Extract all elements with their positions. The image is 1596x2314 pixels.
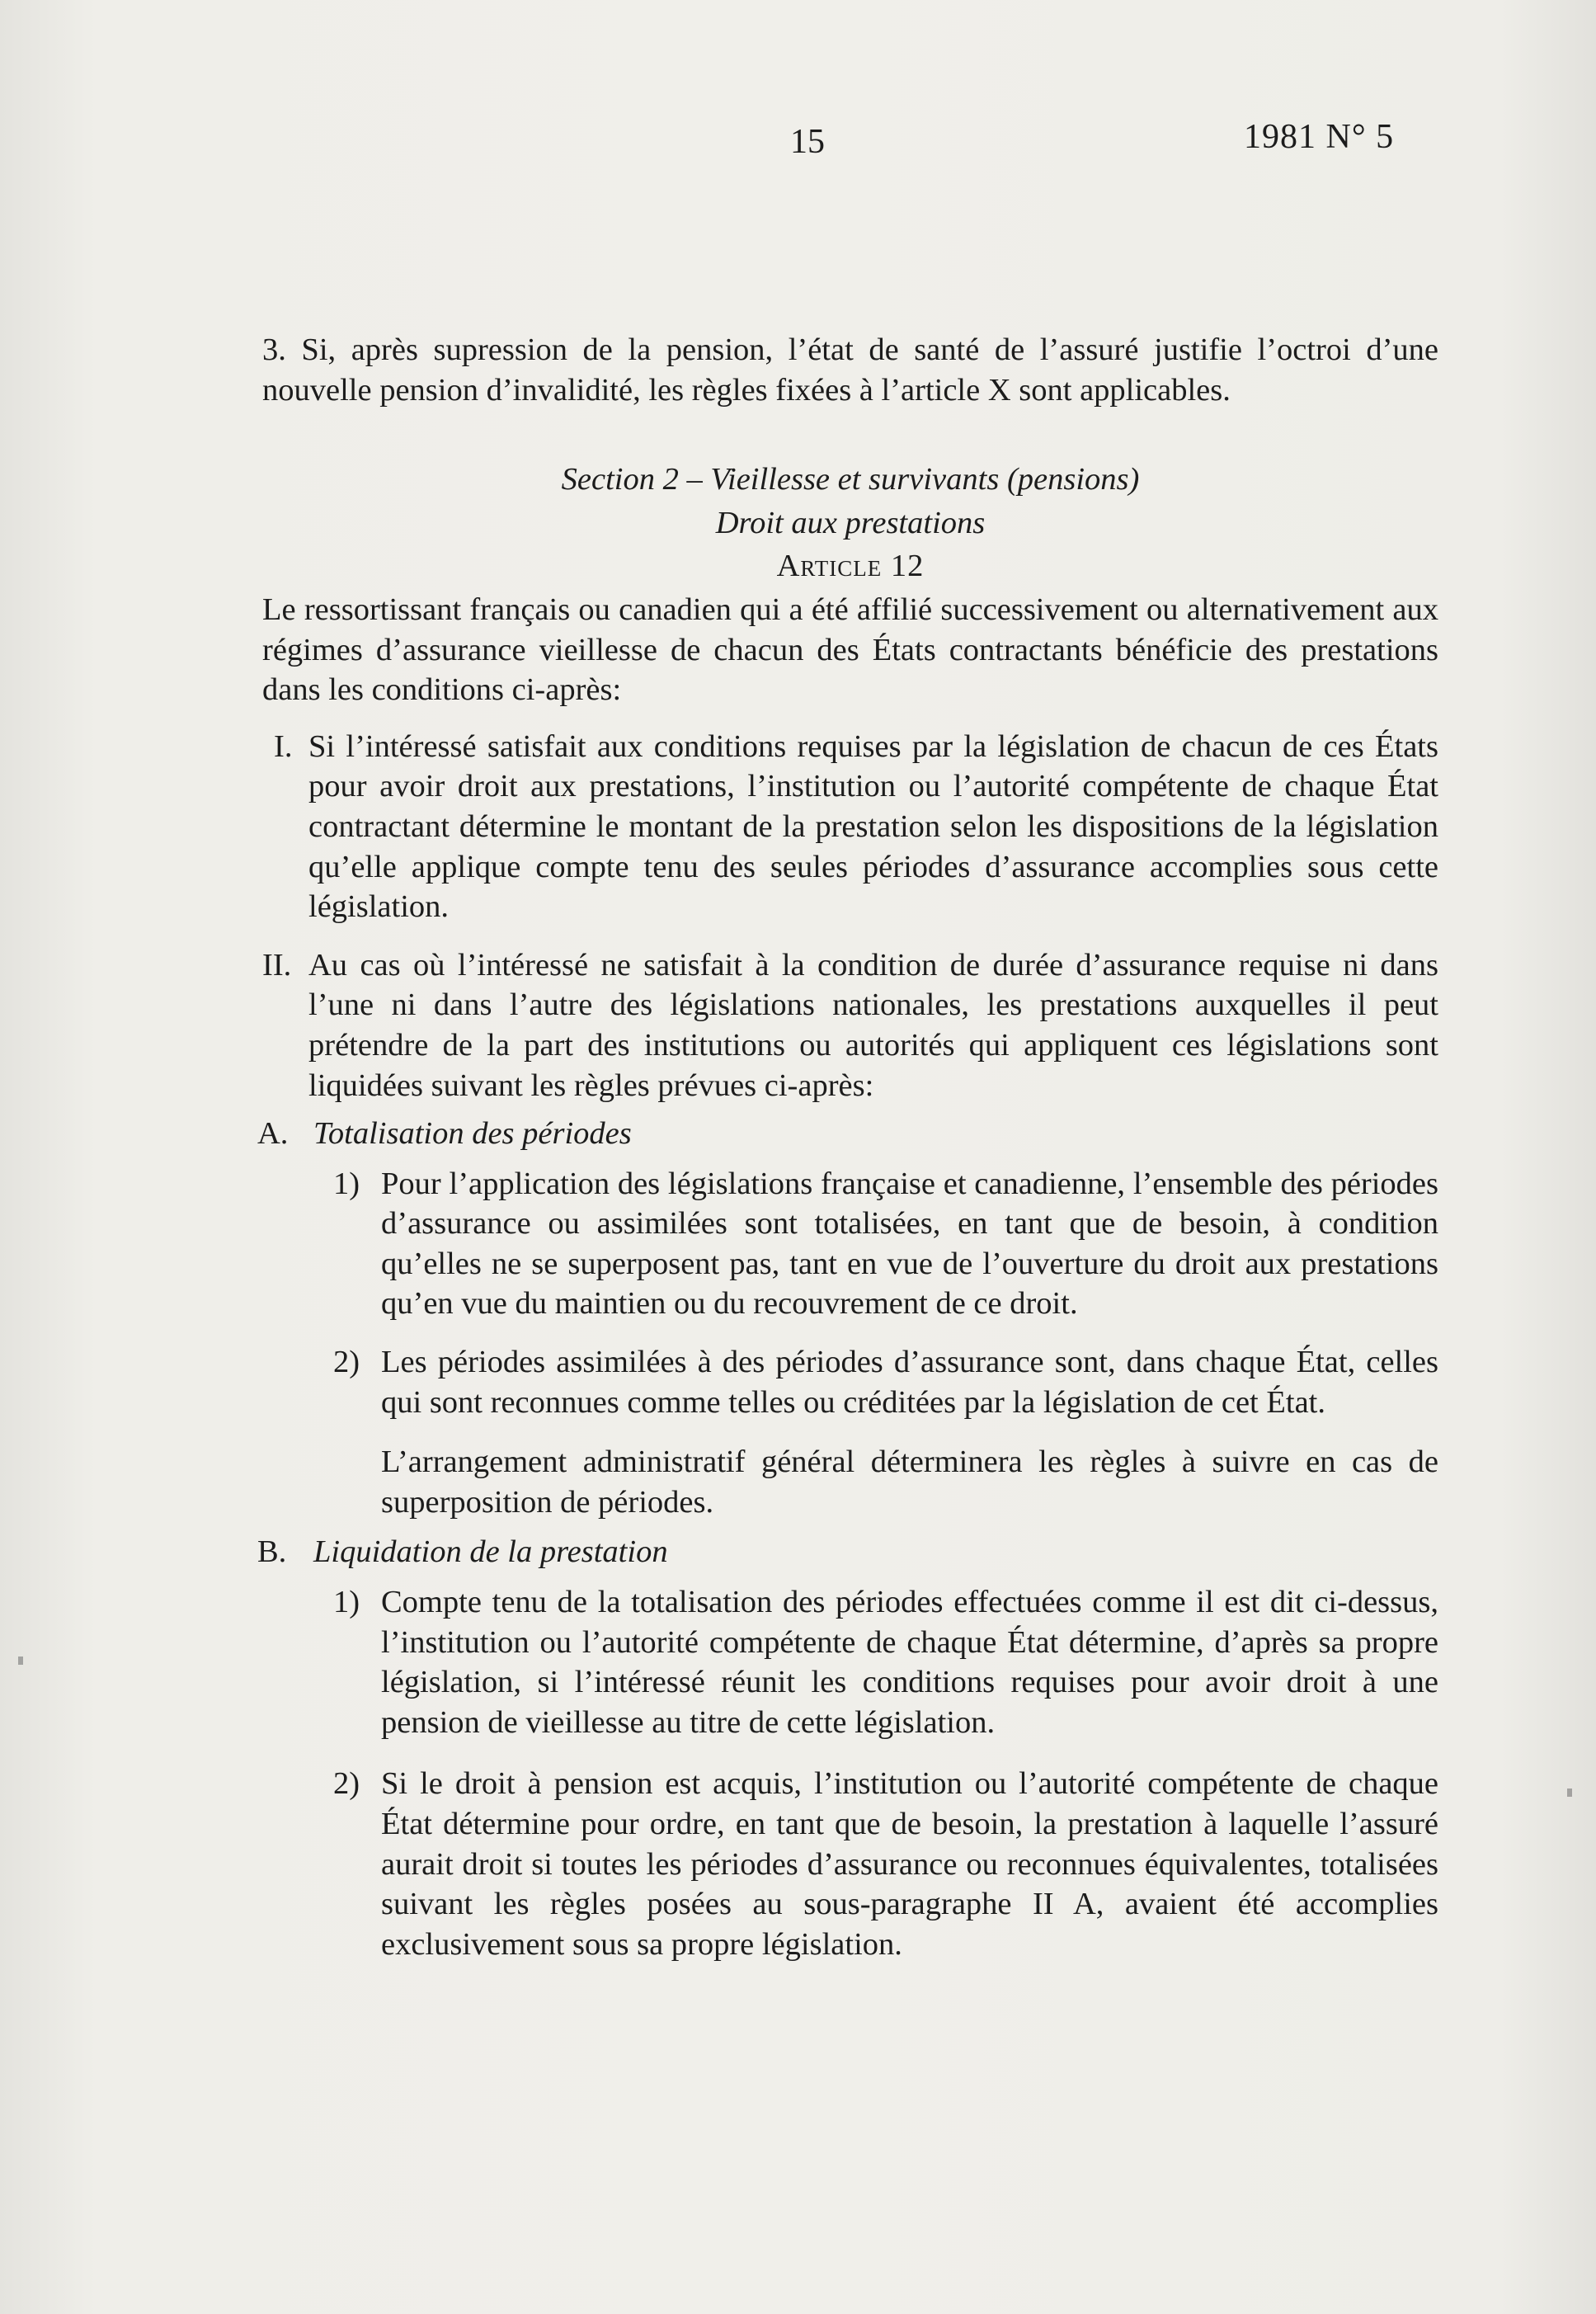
show-through-shading bbox=[214, 216, 1567, 249]
item-I bbox=[262, 727, 1438, 927]
item-text: Au cas où l’intéressé ne satisfait à la condition de durée d’assurance requise ni dans l’une ni dans l’autre des législations nationales, les prestations auxquelles il peut prétendre de la part des institutions ou autorités qui appliquent ces législations sont liquidées suivant les règles prévues ci-après: bbox=[308, 947, 1438, 1103]
item-text: Pour l’application des législations française et canadienne, l’ensemble des périodes d’assurance ou assimilées sont totalisées, en tant que de besoin, à condition qu’elles ne se superposent pas, tant en vue de l’ouverture du droit aux prestations qu’en vue du maintien ou du recouvrement de ce droit. bbox=[381, 1166, 1438, 1322]
item-label: 2) bbox=[333, 1345, 360, 1380]
page-number: 15 bbox=[790, 123, 825, 161]
item-text: Compte tenu de la totalisation des périodes effectuées comme il est dit ci-dessus, l’institution ou l’autorité compétente de chaque État détermine, d’après sa propre législation, si l’intéressé réunit les conditions requises pour avoir droit à une pension de vieillesse au titre de cette législation. bbox=[381, 1585, 1438, 1740]
section-a-heading bbox=[257, 1114, 1438, 1154]
item-label: 1) bbox=[333, 1585, 360, 1620]
section-b-item-2 bbox=[262, 1764, 1438, 1964]
section-a-label: A. bbox=[257, 1116, 289, 1152]
item-label: 1) bbox=[333, 1166, 360, 1201]
section-b-label: B. bbox=[257, 1534, 287, 1570]
item-label: I. bbox=[274, 728, 293, 764]
section-b-item-1 bbox=[262, 1582, 1438, 1742]
document-body bbox=[257, 330, 1438, 1964]
article-intro: Le ressortissant français ou canadien qui a été affilié successivement ou alternativement aux régimes d’assurance vieillesse de chacun des États contractants bénéficie des prestations dans les conditions ci-après: bbox=[262, 591, 1438, 708]
section-subtitle: Droit aux prestations bbox=[715, 505, 986, 540]
item-text: Si l’intéressé satisfait aux conditions requises par la législation de chacun de ces États pour avoir droit aux prestations, l’institution ou l’autorité compétente de chaque État contractant détermine le montant de la prestation selon les dispositions de la législation qu’elle applique compte tenu des seules périodes d’assurance accomplies sous cette législation. bbox=[308, 728, 1438, 925]
margin-mark bbox=[1567, 1789, 1572, 1797]
section-a-note: L’arrangement administratif général déterminera les règles à suivre en cas de superposition de périodes. bbox=[381, 1444, 1438, 1520]
document-id: 1981 N° 5 bbox=[1244, 118, 1395, 156]
section-b-heading bbox=[257, 1532, 1438, 1572]
item-label: 2) bbox=[333, 1766, 360, 1802]
section-b-title: Liquidation de la prestation bbox=[313, 1534, 668, 1570]
paragraph-3: 3. Si, après supression de la pension, l’état de santé de l’assuré justifie l’octroi d’une nouvelle pension d’invalidité, les règles fixées à l’article X sont applicables. bbox=[262, 332, 1438, 408]
article-title: Article 12 bbox=[776, 549, 925, 584]
section-a-title: Totalisation des périodes bbox=[313, 1116, 632, 1152]
item-text: Les périodes assimilées à des périodes d’assurance sont, dans chaque État, celles qui sont reconnues comme telles ou créditées par la législation de cet État. bbox=[381, 1345, 1438, 1420]
section-a-item-1 bbox=[262, 1164, 1438, 1324]
margin-mark bbox=[18, 1657, 23, 1665]
section-title: Section 2 – Vieillesse et survivants (pensions) bbox=[561, 462, 1140, 497]
item-text: Si le droit à pension est acquis, l’institution ou l’autorité compétente de chaque État détermine pour ordre, en tant que de besoin, la prestation à laquelle l’assuré aurait droit si toutes les périodes d’assurance ou reconnues équivalentes, totalisées suivant les règles posées au sous-paragraphe II A, avaient été accomplies exclusivement sous sa propre législation. bbox=[381, 1766, 1438, 1962]
item-II bbox=[262, 945, 1438, 1105]
section-a-item-2 bbox=[262, 1342, 1438, 1422]
item-label: II. bbox=[262, 947, 292, 983]
